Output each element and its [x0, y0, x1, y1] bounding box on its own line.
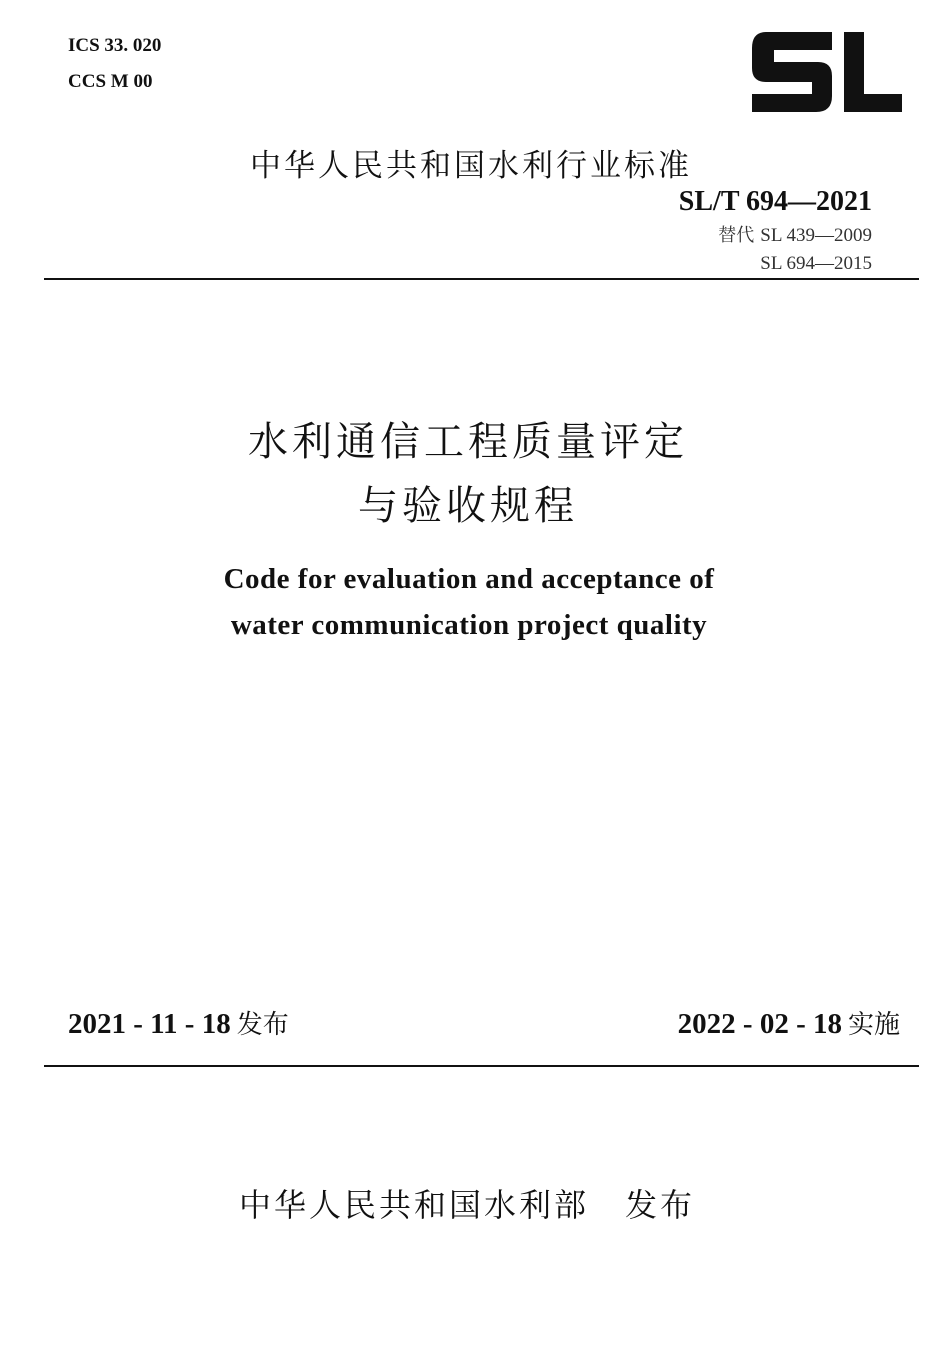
issue-date: [68, 1004, 289, 1041]
logo-letter-s: [752, 32, 832, 112]
issue-date-value: 2021 - 11 - 18: [68, 1008, 231, 1040]
title-english: [0, 556, 950, 648]
replaces-line-1: [718, 222, 872, 250]
replaces-label: 替代: [718, 225, 755, 246]
sl-logo: [748, 30, 904, 114]
implementation-date-label: 实施: [847, 1010, 900, 1040]
top-divider: [44, 278, 919, 280]
bottom-divider: [44, 1065, 919, 1067]
classification-codes: [68, 28, 161, 100]
issue-date-label: 发布: [236, 1010, 289, 1040]
replaces-line-2: [718, 250, 872, 278]
publisher-line: [0, 1180, 950, 1226]
standard-number: SL/T 694—2021: [678, 186, 872, 217]
industry-standard-heading: 中华人民共和国水利行业标准: [250, 148, 692, 184]
implementation-date-value: 2022 - 02 - 18: [677, 1008, 842, 1040]
publisher-org: 中华人民共和国水利部: [238, 1186, 589, 1224]
sl-logo-mark: [748, 30, 904, 114]
ccs-code: CCS M 00: [68, 71, 153, 92]
title-english-line-1: Code for evaluation and acceptance of: [223, 563, 715, 595]
title-chinese-line-1: 水利通信工程质量评定: [248, 419, 688, 465]
replaced-standard: SL 694—2015: [760, 253, 872, 274]
title-chinese: [0, 410, 950, 538]
ics-code: ICS 33. 020: [68, 35, 162, 56]
replaces-block: [718, 222, 872, 278]
replaced-standard: SL 439—2009: [760, 225, 872, 246]
publisher-action: 发布: [625, 1186, 696, 1224]
implementation-date: [678, 1004, 900, 1041]
logo-letter-l: [844, 32, 902, 112]
title-chinese-line-2: 与验收规程: [358, 483, 578, 529]
title-english-line-2: water communication project quality: [230, 609, 708, 641]
